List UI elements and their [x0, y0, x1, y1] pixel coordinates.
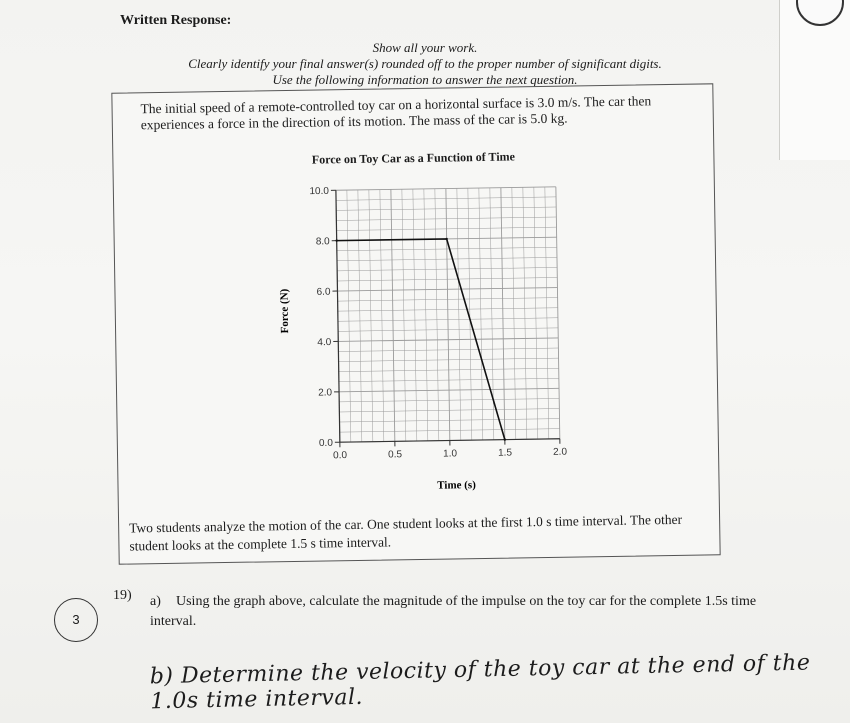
instruction-line-2: Clearly identify your final answer(s) rounded off to the proper number of significant digits. [188, 56, 662, 71]
grid-line-vertical [457, 188, 461, 440]
y-tick-label: 8.0 [315, 236, 330, 248]
y-tick-label: 10.0 [309, 185, 329, 198]
question-a [150, 592, 790, 632]
grid-line-vertical [446, 189, 450, 441]
grid-line-vertical [347, 190, 351, 442]
y-axis-label: Force (N) [278, 288, 292, 334]
force-time-chart [114, 164, 719, 513]
grid-line-vertical [479, 188, 483, 440]
instruction-line-3: Use the following information to answer the next question. [272, 72, 578, 87]
information-box [111, 83, 720, 564]
question-b-handwritten: b) Determine the velocity of the toy car at the end of the 1.0s time interval. [149, 650, 811, 715]
y-tick-label: 6.0 [316, 286, 331, 298]
grid-line-vertical [391, 189, 395, 441]
y-tick-label: 4.0 [317, 337, 332, 349]
grid-line-vertical [424, 189, 428, 441]
analysis-text: Two students analyze the motion of the car. One student looks at the first 1.0 s time interval. The other student looks at the complete 1.5 s time interval. [129, 511, 683, 554]
grid-line-vertical [501, 188, 505, 440]
grid-line-vertical [402, 189, 406, 441]
grid-line-vertical [534, 187, 538, 439]
grid-line-vertical [435, 189, 439, 441]
x-axis-label: Time (s) [437, 479, 476, 492]
x-tick-label: 2.0 [552, 446, 568, 458]
grid-line-vertical [380, 190, 384, 442]
chart-title: Force on Toy Car as a Function of Time [311, 149, 516, 167]
grid-line-vertical [545, 187, 549, 439]
x-tick-label: 1.0 [443, 448, 458, 460]
grid-line-vertical [523, 187, 527, 439]
y-axis-line [336, 190, 340, 442]
x-tick-label: 0.5 [388, 449, 403, 461]
question-number: 19) [113, 588, 132, 603]
grid-line-vertical [358, 190, 362, 442]
grid-line-vertical [413, 189, 417, 441]
section-heading: Written Response: [120, 13, 232, 28]
grid-line-vertical [556, 187, 560, 439]
y-tick-label: 0.0 [318, 437, 333, 450]
data-point [335, 239, 337, 241]
question-a-label: a) [150, 594, 161, 609]
question-a-text: Using the graph above, calculate the magnitude of the impulse on the toy car for the complete 1.5s time interval. [150, 594, 757, 629]
problem-statement: The initial speed of a remote-controlled toy car on a horizontal surface is 3.0 m/s. The car then experiences a force in the direction of its motion. The mass of the car is 5.0 kg. [140, 93, 652, 133]
grid-line-vertical [512, 187, 516, 439]
x-tick-label: 0.0 [333, 450, 348, 462]
grid-line-vertical [369, 190, 373, 442]
chart-grid [336, 187, 560, 442]
instruction-line-1: Show all your work. [372, 40, 478, 55]
y-tick-label: 2.0 [318, 387, 333, 399]
score-circle: 3 [54, 598, 98, 642]
x-tick-label: 1.5 [498, 447, 513, 459]
